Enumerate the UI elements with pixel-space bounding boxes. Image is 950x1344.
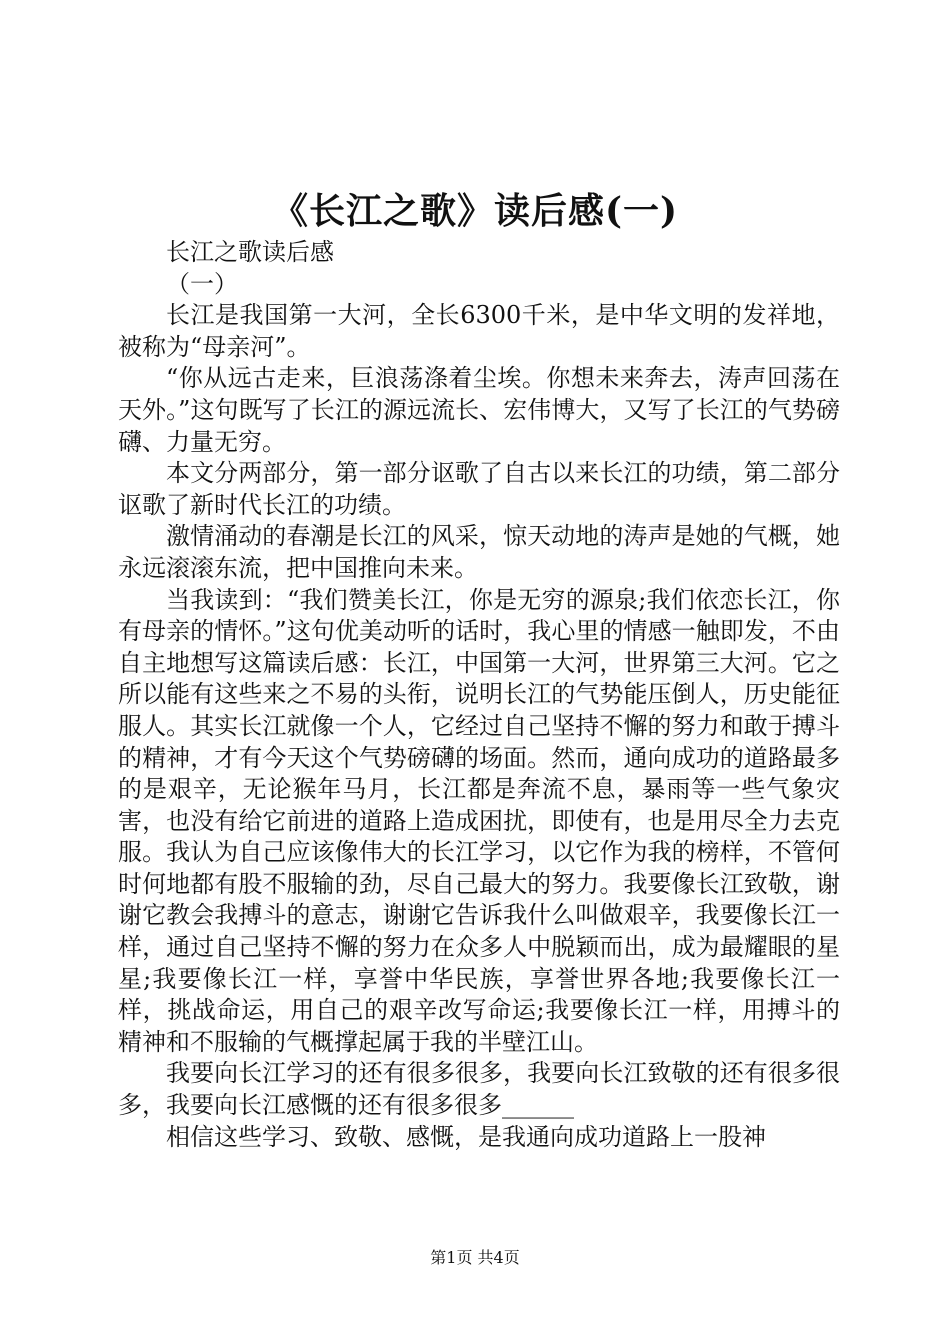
paragraph: 当我读到：“我们赞美长江，你是无穷的源泉;我们依恋长江，你有母亲的情怀。”这句优美动听的话时，我心里的情感一触即发，不由自主地想写这篇读后感：长江，中国第一大河，世界第三大河。它之所以能有这些来之不易的头衔，说明长江的气势能压倒人，历史能征服人。其实长江就像一个人，它经过自己坚持不懈的努力和敢于搏斗的精神，才有今天这个气势磅礴的场面。然而，通向成功的道路最多的是艰辛，无论猴年马月，长江都是奔流不息，暴雨等一些气象灾害，也没有给它前进的道路上造成困扰，即使有，也是用尽全力去克服。我认为自己应该像伟大的长江学习，以它作为我的榜样，不管何时何地都有股不服输的劲，尽自己最大的努力。我要像长江致敬，谢谢它教会我搏斗的意志，谢谢它告诉我什么叫做艰辛，我要像长江一样，通过自己坚持不懈的努力在众多人中脱颖而出，成为最耀眼的星星;我要像长江一样，享誉中华民族，享誉世界各地;我要像长江一样，挑战命运，用自己的艰辛改写命运;我要像长江一样，用搏斗的精神和不服输的气概撑起属于我的半壁江山。 bbox=[118, 585, 840, 1056]
page-footer: 第1页 共4页 bbox=[430, 1248, 520, 1267]
paragraph: “你从远古走来，巨浪荡涤着尘埃。你想未来奔去，涛声回荡在天外。”这句既写了长江的源远流长、宏伟博大，又写了长江的气势磅礴、力量无穷。 bbox=[118, 364, 840, 456]
document-body bbox=[118, 237, 840, 1153]
paragraph: 激情涌动的春潮是长江的风采，惊天动地的涛声是她的气概，她永远滚滚东流，把中国推向未来。 bbox=[118, 522, 840, 582]
document-title: 《长江之歌》读后感(一) bbox=[271, 190, 679, 232]
paragraph: 相信这些学习、致敬、感慨，是我通向成功道路上一股神 bbox=[166, 1122, 766, 1151]
paragraph: 本文分两部分，第一部分讴歌了自古以来长江的功绩，第二部分讴歌了新时代长江的功绩。 bbox=[118, 459, 840, 519]
paragraph: 我要向长江学习的还有很多很多，我要向长江致敬的还有很多很多，我要向长江感慨的还有很多很多______ bbox=[118, 1059, 840, 1120]
section-number: （一） bbox=[166, 269, 238, 298]
subtitle: 长江之歌读后感 bbox=[166, 238, 334, 266]
paragraph: 长江是我国第一大河，全长6300千米，是中华文明的发祥地，被称为“母亲河”。 bbox=[118, 301, 840, 361]
